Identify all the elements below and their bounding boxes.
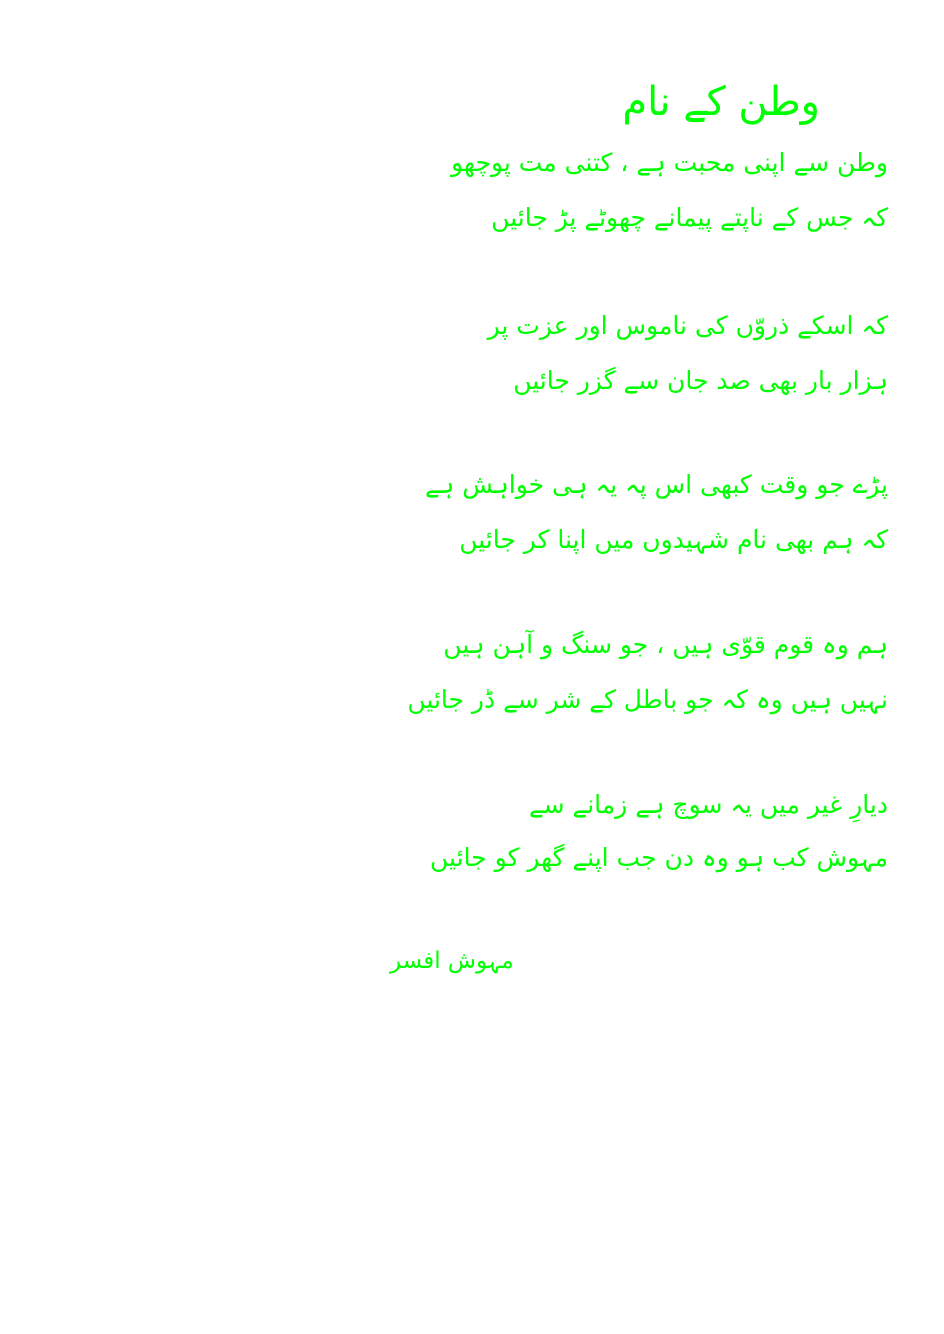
stanza-1-line-1: وطن سے اپنی محبت ہے ، کتنی مت پوچھو [451, 148, 888, 177]
stanza-5-line-1: دیارِ غیر میں یہ سوچ ہے زمانے سے [529, 790, 888, 819]
stanza-4-line-2: نہیں ہیں وہ کہ جو باطل کے شر سے ڈر جائیں [407, 685, 888, 714]
poem-title: وطن کے نام [622, 79, 820, 125]
stanza-2-line-1: کہ اسکے ذروّں کی ناموس اور عزت پر [487, 311, 888, 340]
stanza-3-line-1: پڑے جو وقت کبھی اس پہ یہ ہی خواہش ہے [425, 470, 888, 499]
stanza-2-line-2: ہزار بار بھی صد جان سے گزر جائیں [513, 366, 888, 395]
stanza-1-line-2: کہ جس کے ناپتے پیمانے چھوٹے پڑ جائیں [491, 203, 888, 232]
stanza-4-line-1: ہم وہ قوم قوّی ہیں ، جو سنگ و آہن ہیں [443, 630, 888, 659]
author-signature: مہوش افسر [390, 948, 514, 974]
stanza-3-line-2: کہ ہم بھی نام شہیدوں میں اپنا کر جائیں [459, 525, 888, 554]
stanza-5-line-2: مہوش کب ہو وہ دن جب اپنے گھر کو جائیں [430, 843, 888, 872]
